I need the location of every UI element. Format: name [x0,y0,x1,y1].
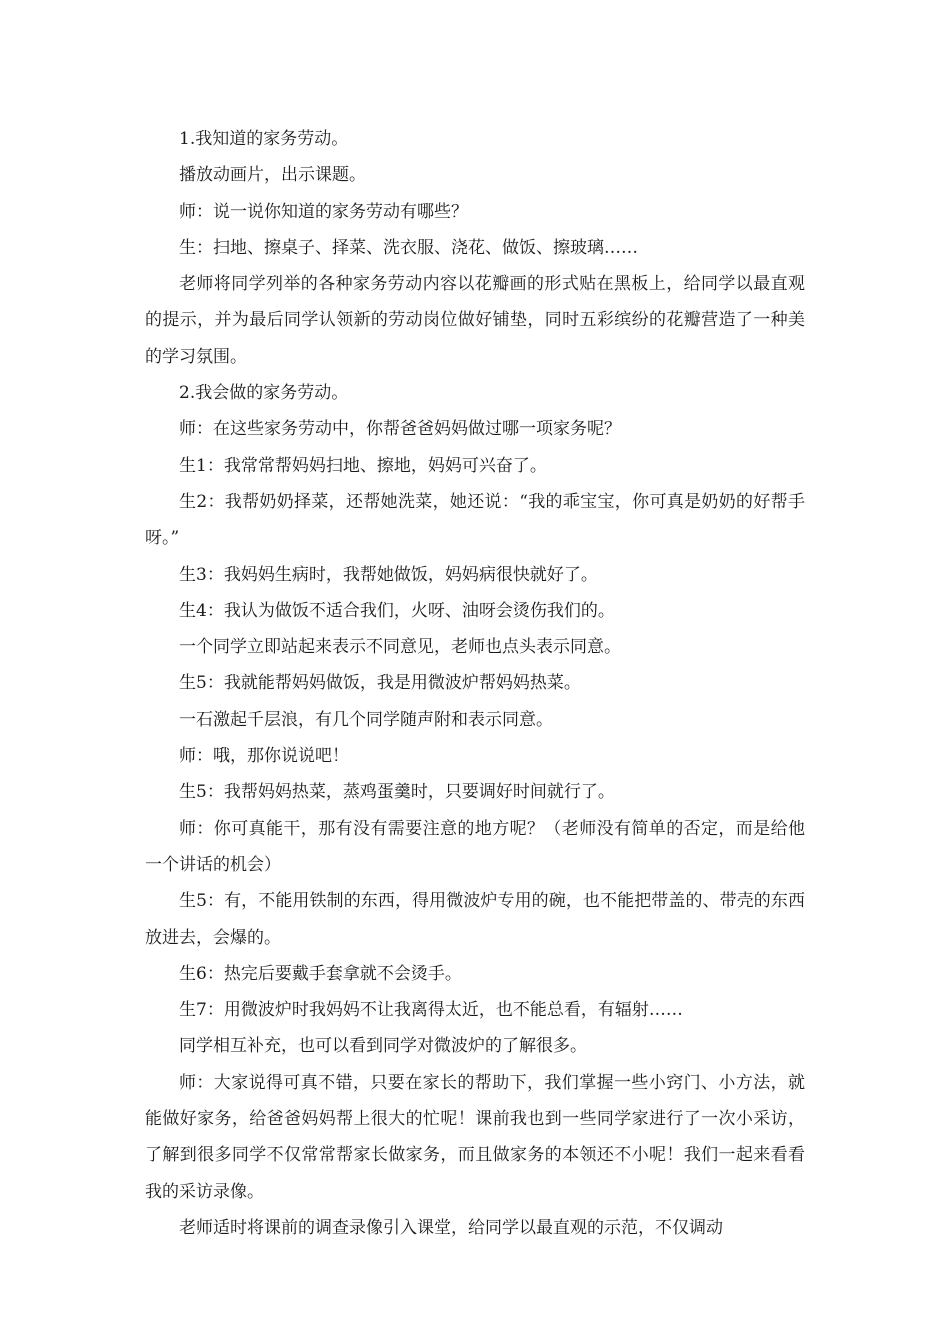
paragraph: 生6：热完后要戴手套拿就不会烫手。 [179,963,462,984]
paragraph: 一石激起千层浪，有几个同学随声附和表示同意。 [179,709,553,730]
paragraph: 师：在这些家务劳动中，你帮爸爸妈妈做过哪一项家务呢？ [179,419,621,440]
paragraph: 生1：我常常帮妈妈扫地、擦地，妈妈可兴奋了。 [179,455,547,476]
paragraph: 师：哦，那你说说吧！ [179,746,349,767]
paragraph: 生：扫地、擦桌子、择菜、洗衣服、浇花、做饭、擦玻璃…… [179,237,638,258]
paragraph: 同学相互补充，也可以看到同学对微波炉的了解很多。 [179,1036,587,1057]
paragraph: 生4：我认为做饭不适合我们，火呀、油呀会烫伤我们的。 [179,600,615,621]
paragraph: 一个同学立即站起来表示不同意见，老师也点头表示同意。 [179,637,621,658]
paragraph: 师：说一说你知道的家务劳动有哪些？ [179,201,468,222]
paragraph: 1.我知道的家务劳动。 [179,129,349,149]
paragraph: 生5：我就能帮妈妈做饭，我是用微波炉帮妈妈热菜。 [179,673,581,694]
paragraph: 老师将同学列举的各种家务劳动内容以花瓣画的形式贴在黑板上，给同学以最直观的提示，并为最后同学认领新的劳动岗位做好铺垫，同时五彩缤纷的花瓣营造了一种美的学习氛围。 [145,274,805,367]
paragraph: 生5：我帮妈妈热菜，蒸鸡蛋羹时，只要调好时间就行了。 [179,782,615,803]
paragraph: 老师适时将课前的调查录像引入课堂，给同学以最直观的示范，不仅调动 [179,1217,723,1238]
document-body [145,121,805,1246]
paragraph: 生5：有，不能用铁制的东西，得用微波炉专用的碗，也不能把带盖的、带壳的东西放进去，会爆的。 [145,891,805,948]
paragraph: 生3：我妈妈生病时，我帮她做饭，妈妈病很快就好了。 [179,564,598,585]
paragraph: 师：你可真能干，那有没有需要注意的地方呢？（老师没有简单的否定，而是给他一个讲话的机会） [145,818,805,875]
paragraph: 2.我会做的家务劳动。 [179,383,349,404]
paragraph: 师：大家说得可真不错，只要在家长的帮助下，我们掌握一些小窍门、小方法，就能做好家务，给爸爸妈妈帮上很大的忙呢！课前我也到一些同学家进行了一次小采访，了解到很多同学不仅常常帮家长做家务，而且做家务的本领还不小呢！我们一起来看看我的采访录像。 [145,1072,805,1202]
paragraph: 播放动画片，出示课题。 [179,165,366,186]
paragraph: 生7：用微波炉时我妈妈不让我离得太近，也不能总看，有辐射…… [179,1000,683,1021]
paragraph: 生2：我帮奶奶择菜，还帮她洗菜，她还说：“我的乖宝宝，你可真是奶奶的好帮手呀。” [145,491,805,549]
